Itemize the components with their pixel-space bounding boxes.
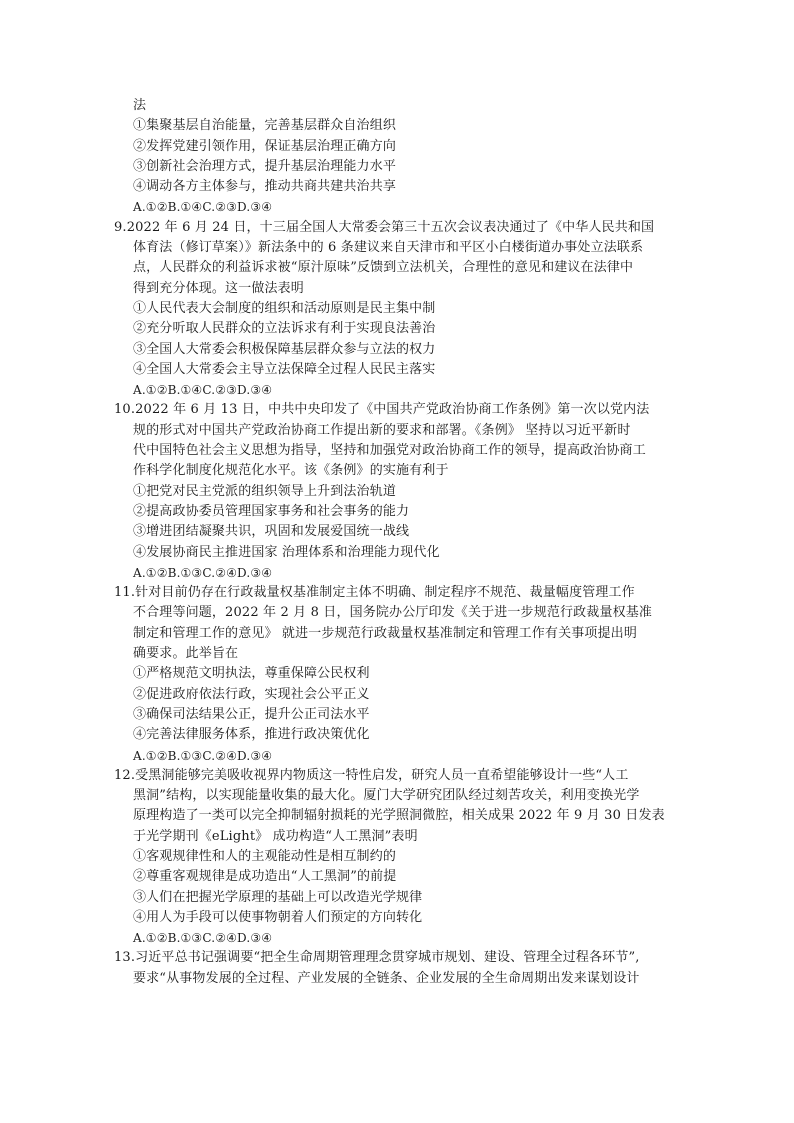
question-12-option-4: ④用人为手段可以使事物朝着人们预定的方向转化 — [133, 909, 423, 925]
question-12-option-3: ③人们在把握光学原理的基础上可以改造光学规律 — [133, 889, 423, 905]
question-8-option-2: ②发挥党建引领作用，保证基层治理正确方向 — [133, 138, 397, 154]
question-12-answer-choices: A.①②B.①③C.②④D.③④ — [133, 931, 273, 946]
question-list — [114, 96, 680, 989]
question-10-option-4: ④发展协商民主推进国家 治理体系和治理能力现代化 — [133, 544, 440, 560]
question-11-option-1: ①严格规范文明执法，尊重保障公民权利 — [133, 666, 370, 682]
question-12-stem-line: 黑洞”结构，以实现能量收集的最大化。厦门大学研究团队经过刻苦攻关，利用变换光学 — [133, 788, 640, 804]
question-9-stem-line: 点，人民群众的利益诉求被“原汁原味”反馈到立法机关，合理性的意见和建议在法律中 — [133, 260, 634, 276]
question-9-option-3: ③全国人大常委会积极保障基层群众参与立法的权力 — [133, 341, 436, 357]
question-10-stem-line: 10.2022 年 6 月 13 日，中共中央印发了《中国共产党政治协商工作条例》第一次以党内法 — [114, 402, 650, 418]
question-12-stem-line: 原理构造了一类可以完全抑制辐射损耗的光学照洞微腔，相关成果 2022 年 9 月 30 日发表 — [133, 808, 665, 824]
question-10-option-1: ①把党对民主党派的组织领导上升到法治轨道 — [133, 483, 397, 499]
question-11-option-4: ④完善法律服务体系，推进行政决策优化 — [133, 727, 370, 743]
question-10-option-2: ②提高政协委员管理国家事务和社会事务的能力 — [133, 503, 410, 519]
question-9-option-4: ④全国人大常委会主导立法保障全过程人民民主落实 — [133, 361, 436, 377]
question-13 — [114, 948, 680, 989]
question-12-stem-line: 12.受黑洞能够完美吸收视界内物质这一特性启发，研究人员一直希望能够设计一些“人工 — [114, 767, 629, 783]
question-9-option-2: ②充分听取人民群众的立法诉求有利于实现良法善治 — [133, 321, 436, 337]
question-9-stem-line: 得到充分体现。这一做法表明 — [133, 280, 304, 296]
question-11-answer-choices: A.①②B.①③C.②④D.③④ — [133, 748, 273, 763]
question-8-option-4: ④调动各方主体参与，推动共商共建共治共享 — [133, 179, 397, 195]
question-9-stem-line: 9.2022 年 6 月 24 日，十三届全国人大常委会第三十五次会议表决通过了《中华人民共和国 — [114, 219, 655, 235]
question-12 — [114, 766, 680, 949]
question-10 — [114, 400, 680, 583]
question-8-option-1: ①集聚基层自治能量，完善基层群众自治组织 — [133, 118, 397, 134]
question-12-option-1: ①客观规律性和人的主观能动性是相互制约的 — [133, 848, 397, 864]
question-10-stem-line: 作科学化制度化规范化水平。该《条例》的实施有利于 — [133, 463, 449, 479]
question-8 — [114, 96, 680, 218]
question-8-stem-tail: 法 — [133, 98, 147, 113]
question-11-option-3: ③确保司法结果公正，提升公正司法水平 — [133, 706, 370, 722]
question-10-option-3: ③增进团结凝聚共识，巩固和发展爱国统一战线 — [133, 524, 410, 540]
question-11-option-2: ②促进政府依法行政，实现社会公平正义 — [133, 686, 370, 702]
question-12-option-2: ②尊重客观规律是成功造出“人工黑洞”的前提 — [133, 869, 397, 885]
question-11-stem-line: 确要求。此举旨在 — [133, 646, 239, 662]
question-9-option-1: ①人民代表大会制度的组织和活动原则是民主集中制 — [133, 300, 436, 316]
question-11-stem-line: 不合理等问题，2022 年 2 月 8 日，国务院办公厅印发《关于进一步规范行政裁量权基准 — [133, 605, 653, 621]
question-9-answer-choices: A.①②B.①④C.②③D.③④ — [133, 383, 273, 398]
question-13-stem-line: 要求“从事物发展的全过程、产业发展的全链条、企业发展的全生命周期出发来谋划设计 — [133, 970, 640, 986]
question-11-stem-line: 制定和管理工作的意见》 就进一步规范行政裁量权基准制定和管理工作有关事项提出明 — [133, 625, 637, 641]
question-13-stem-line: 13.习近平总书记强调要“把全生命周期管理理念贯穿城市规划、建设、管理全过程各环节”, — [114, 950, 640, 966]
question-8-option-3: ③创新社会治理方式，提升基层治理能力水平 — [133, 158, 397, 174]
question-9-stem-line: 体育法（修订草案）》新法条中的 6 条建议来自天津市和平区小白楼街道办事处立法联系 — [133, 240, 644, 256]
question-12-stem-line: 于光学期刊《eLight》 成功构造“人工黑洞”表明 — [133, 828, 418, 844]
question-10-answer-choices: A.①②B.①③C.②④D.③④ — [133, 565, 273, 580]
question-11-stem-line: 11.针对目前仍存在行政裁量权基准制定主体不明确、制定程序不规范、裁量幅度管理工作 — [114, 585, 635, 601]
question-10-stem-line: 代中国特色社会主义思想为指导，坚持和加强党对政治协商工作的领导，提高政治协商工 — [133, 443, 646, 459]
question-8-answer-choices: A.①②B.①④C.②③D.③④ — [133, 200, 273, 215]
question-9 — [114, 218, 680, 401]
question-10-stem-line: 规的形式对中国共产党政治协商工作提出新的要求和部署。《条例》 坚持以习近平新时 — [133, 422, 631, 438]
question-11 — [114, 583, 680, 766]
